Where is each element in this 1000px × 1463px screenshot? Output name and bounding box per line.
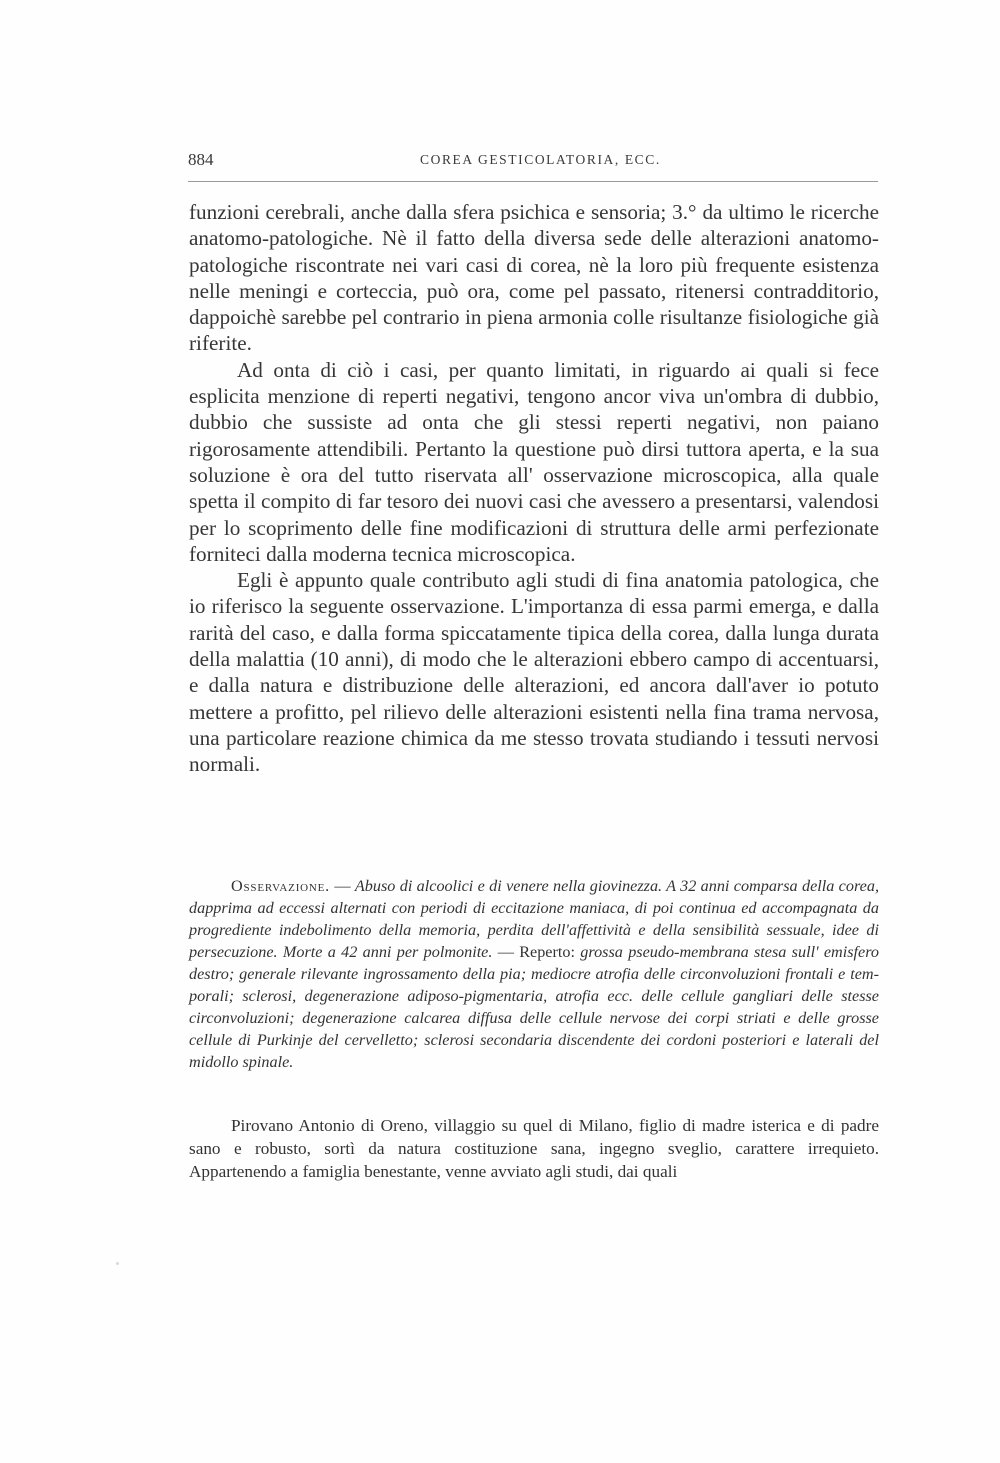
body-paragraph-3: Egli è appunto quale contributo agli studi di fina anatomia patologica, che io riferisco la seguente osservazione. L'importanza di essa parmi emerga, e dalla rarità del caso, e dalla forma spiccatamente tipica della corea, dalla lunga durata della malattia (10 anni), di modo che le alterazioni ebbero campo di accentuarsi, e dalla natura e distribuzione delle alterazioni, ed ancora dall'aver io potuto mettere a profitto, pel rilievo delle alterazioni esistenti nella fina trama nervosa, una particolare reazione chimica da me stesso trovata studiando i tessuti nervosi normali.	[189, 568, 879, 777]
case-history	[189, 1114, 879, 1183]
paper-speck	[116, 1262, 119, 1265]
observation-paragraph	[189, 875, 879, 1073]
running-title: COREA GESTICOLATORIA, ECC.	[420, 152, 661, 167]
case-history-paragraph: Pirovano Antonio di Oreno, villaggio su quel di Milano, figlio di madre isterica e di padre sano e robusto, sortì da natura costituzione sana, ingegno sveglio, carattere irrequieto. Appartenendo a famiglia benestante, venne avviato agli studi, dai quali	[189, 1116, 879, 1181]
observation-clinical-summary: Abuso di alcoolici e di venere nella giovinezza. A 32 anni comparsa della corea, dapprima ad eccessi alternati con periodi di eccitazione maniaca, di poi continua ed accompagnata da progrediente indebolimento della memoria, perdita dell'affettività e della sensibilità sessuale, idee di persecuzione. Morte a 42 anni per polmonite.	[189, 877, 879, 961]
main-body-text	[189, 199, 879, 778]
observation-dash-2: —	[492, 943, 520, 961]
reperto-label: Reperto:	[519, 943, 575, 961]
observation-summary	[189, 875, 879, 1073]
page-header	[188, 150, 880, 176]
page-number: 884	[188, 150, 214, 169]
body-paragraph-1: funzioni cerebrali, anche dalla sfera psichica e sensoria; 3.° da ultimo le ricerche anatomo-patologiche. Nè il fatto della diversa sede delle alterazioni anatomo-patologiche riscontrate nei vari casi di corea, nè la loro più frequente esistenza nelle meningi e corteccia, può ora, come pel passato, ritenersi contradditorio, dappoichè sarebbe pel contrario in piena armonia colle risultanze fisiologiche già riferite.	[189, 200, 879, 356]
reperto-findings: grossa pseudo-membrana stesa sull' emisfero destro; generale rilevante ingrossamento della pia; mediocre atrofia delle circonvoluzioni frontali e temporali; sclerosi, degenerazione adiposo-pigmentaria, atrofia ecc. delle cellule gangliari delle stesse circonvoluzioni; degenerazione calcarea diffusa delle cellule nervose dei corpi striati e delle grosse cellule di Purkinje del cervelletto; sclerosi secondaria discendente dei cordoni posteriori e laterali del midollo spinale.	[189, 943, 879, 1071]
header-divider	[188, 181, 878, 182]
observation-dash-1: —	[330, 877, 355, 895]
body-paragraph-2: Ad onta di ciò i casi, per quanto limitati, in riguardo ai quali si fece esplicita menzione di reperti negativi, tengono ancor viva un'ombra di dubbio, dubbio che sussiste ad onta che gli stessi reperti negativi, non paiano rigorosamente attendibili. Pertanto la questione può dirsi tuttora aperta, e la sua soluzione è ora del tutto riservata all' osservazione microscopica, alla quale spetta il compito di far tesoro dei nuovi casi che avessero a presentarsi, valendosi per lo scoprimento delle fine modificazioni di struttura delle armi perfezionate forniteci dalla moderna tecnica microscopica.	[189, 357, 879, 566]
observation-label: Osservazione.	[231, 877, 331, 895]
